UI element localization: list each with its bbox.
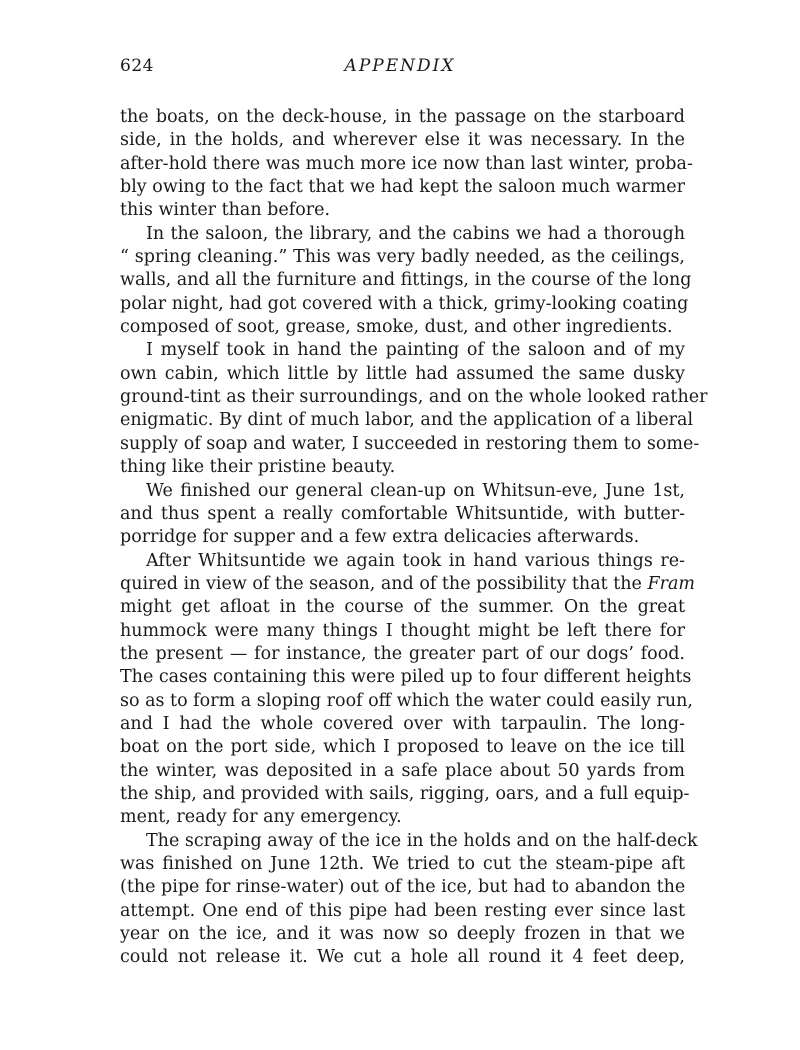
text-line: year on the ice, and it was now so deeply frozen in that we [120,924,685,945]
page-number: 624 [120,56,154,76]
text-line: and thus spent a really comfortable Whitsuntide, with butter- [120,503,685,524]
body-text [120,106,708,970]
text-line: own cabin, which little by little had assumed the same dusky [120,363,685,384]
text-line: polar night, had got covered with a thick, grimy-looking coating [120,293,689,314]
paragraph-start-line: I myself took in hand the painting of the saloon and of my [146,340,685,361]
text-line: might get afloat in the course of the summer. On the great [120,597,685,618]
text-line: enigmatic. By dint of much labor, and the application of a liberal [120,410,694,431]
text-line: porridge for supper and a few extra delicacies afterwards. [120,527,640,548]
text-line: side, in the holds, and wherever else it was necessary. In the [120,130,685,151]
paragraph-start-line: We finished our general clean-up on Whitsun-eve, June 1st, [146,480,685,501]
text-line: was finished on June 12th. We tried to cut the steam-pipe aft [120,854,685,874]
text-line: the ship, and provided with sails, rigging, oars, and a full equip- [120,783,690,804]
text-line: thing like their pristine beauty. [120,457,396,478]
page-header [0,56,800,86]
text-segment: After Whitsuntide we again took in hand various things re- [146,550,685,571]
running-title: APPENDIX [344,56,456,76]
paragraph-start-line [120,550,685,573]
ship-name: Fram [647,573,696,594]
text-line: boat on the port side, which I proposed to leave on the ice till [120,737,685,758]
text-line: walls, and all the furniture and fittings, in the course of the long [120,270,692,291]
text-line: so as to form a sloping roof off which the water could easily run, [120,690,693,711]
text-line: hummock were many things I thought might be left there for [120,620,685,641]
text-line: ground-tint as their surroundings, and on the whole looked rather [120,387,708,408]
text-line: The cases containing this were piled up to four different heights [120,667,692,688]
text-line: attempt. One end of this pipe had been resting ever since last [120,900,685,921]
text-line: composed of soot, grease, smoke, dust, and other ingredients. [120,317,673,338]
text-line: the boats, on the deck-house, in the passage on the starboard [120,107,685,127]
text-line: and I had the whole covered over with tarpaulin. The long- [120,713,685,734]
text-segment: quired in view of the season, and of the possibility that the [120,573,642,594]
text-line: supply of soap and water, I succeeded in restoring them to some- [120,433,700,454]
paragraph-start-line: The scraping away of the ice in the holds and on the half-deck [146,830,698,851]
text-line: could not release it. We cut a hole all round it 4 feet deep, [120,947,685,968]
paragraph-start-line: In the saloon, the library, and the cabins we had a thorough [146,223,685,244]
text-line: after-hold there was much more ice now than last winter, proba- [120,153,693,174]
text-line: (the pipe for rinse-water) out of the ice, but had to abandon the [120,877,686,898]
text-line: the present — for instance, the greater part of our dogs’ food. [120,643,685,664]
text-line [120,573,696,596]
text-line: bly owing to the fact that we had kept the saloon much warmer [120,177,685,198]
text-line: this winter than before. [120,200,331,221]
text-line: the winter, was deposited in a safe place about 50 yards from [120,760,685,781]
text-line: ment, ready for any emergency. [120,807,402,828]
text-line: “ spring cleaning.” This was very badly needed, as the ceilings, [120,247,685,268]
